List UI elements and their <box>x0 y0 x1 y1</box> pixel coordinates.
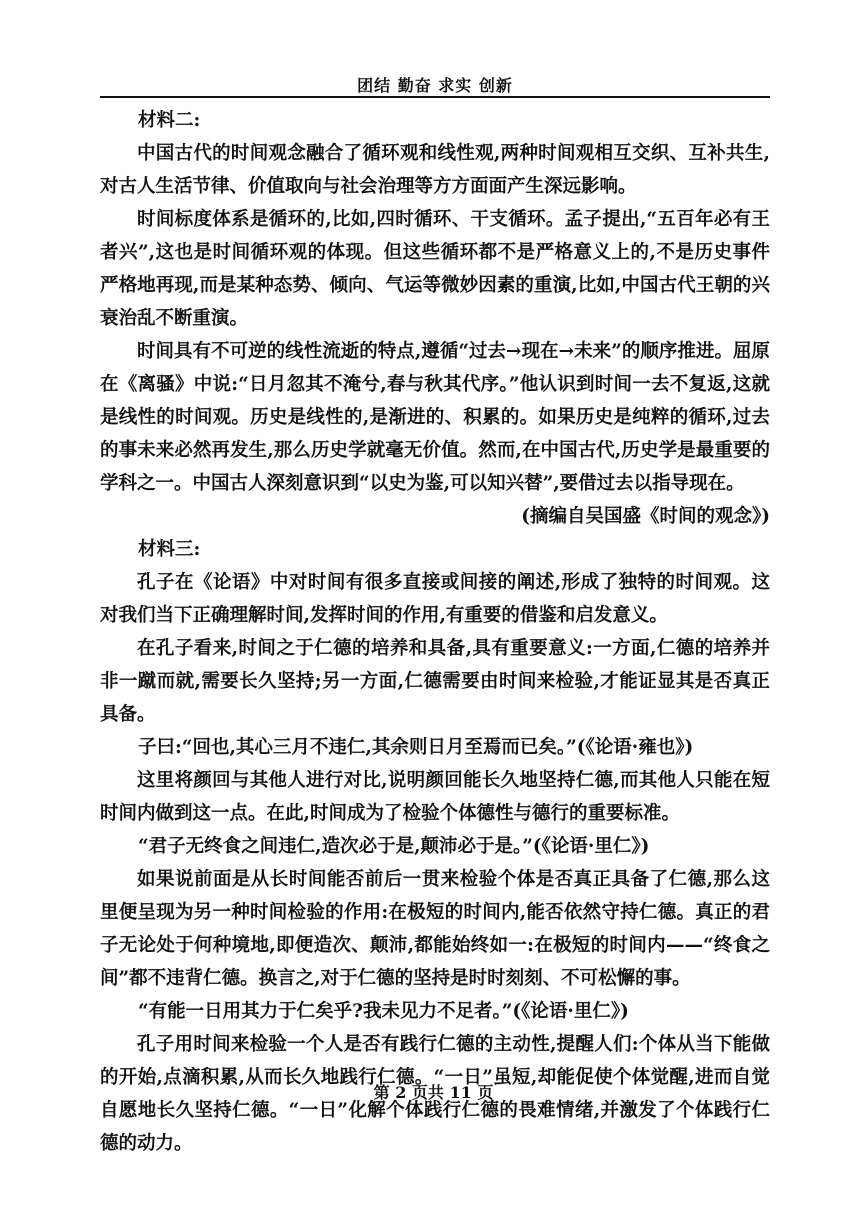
material-2-label: 材料二: <box>138 110 201 131</box>
material-3-paragraph-2: 在孔子看来,时间之于仁德的培养和具备,具有重要意义:一方面,仁德的培养并非一蹴而就,需要长久坚持;另一方面,仁德需要由时间来检验,才能证显其是否真正具备。 <box>100 638 770 725</box>
material-3-quote-3: “有能一日用其力于仁矣乎?我未见力不足者。”(《论语·里仁》) <box>138 1001 629 1022</box>
material-3-paragraph-3: 这里将颜回与其他人进行对比,说明颜回能长久地坚持仁德,而其他人只能在短时间内做到这一点。在此,时间成为了检验个体德性与德行的重要标准。 <box>100 770 770 824</box>
material-3-paragraph-1: 孔子在《论语》中对时间有很多直接或间接的阐述,形成了独特的时间观。这对我们当下正确理解时间,发挥时间的作用,有重要的借鉴和启发意义。 <box>100 572 770 626</box>
material-3-paragraph-5: 孔子用时间来检验一个人是否有践行仁德的主动性,提醒人们:个体从当下能做的开始,点滴积累,从而长久地践行仁德。“一日”虽短,却能促使个体觉醒,进而自觉自愿地长久坚持仁德。“一日”化解个体践行仁德的畏难情绪,并激发了个体践行仁德的动力。 <box>100 1034 770 1154</box>
material-3-quote-1: 子曰:“回也,其心三月不违仁,其余则日月至焉而已矣。”(《论语·雍也》) <box>138 737 694 758</box>
page-header-motto: 团结 勤奋 求实 创新 <box>357 76 513 95</box>
page-number: 第 2 页共 11 页 <box>373 1083 494 1102</box>
material-2-paragraph-2: 时间标度体系是循环的,比如,四时循环、干支循环。孟子提出,“五百年必有王者兴”,这也是时间循环观的体现。但这些循环都不是严格意义上的,不是历史事件严格地再现,而是某种态势、倾向、气运等微妙因素的重演,比如,中国古代王朝的兴衰治乱不断重演。 <box>100 209 770 329</box>
material-2-paragraph-1: 中国古代的时间观念融合了循环观和线性观,两种时间观相互交织、互补共生,对古人生活节律、价值取向与社会治理等方方面面产生深远影响。 <box>100 143 770 197</box>
material-3-paragraph-4: 如果说前面是从长时间能否前后一贯来检验个体是否真正具备了仁德,那么这里便呈现为另一种时间检验的作用:在极短的时间内,能否依然守持仁德。真正的君子无论处于何种境地,即便造次、颠沛,都能始终如一:在极短的时间内——“终食之间”都不违背仁德。换言之,对于仁德的坚持是时时刻刻、不可松懈的事。 <box>100 869 770 989</box>
material-3-label: 材料三: <box>138 539 201 560</box>
material-2-source: (摘编自吴国盛《时间的观念》) <box>521 506 770 527</box>
material-3-quote-2: “君子无终食之间违仁,造次必于是,颠沛必于是。”(《论语·里仁》) <box>138 836 650 857</box>
material-2-paragraph-3: 时间具有不可逆的线性流逝的特点,遵循“过去→现在→未来”的顺序推进。屈原在《离骚》中说:“日月忽其不淹兮,春与秋其代序。”他认识到时间一去不复返,这就是线性的时间观。历史是线性的,是渐进的、积累的。如果历史是纯粹的循环,过去的事未来必然再发生,那么历史学就毫无价值。然而,在中国古代,历史学是最重要的学科之一。中国古人深刻意识到“以史为鉴,可以知兴替”,要借过去以指导现在。 <box>100 341 770 494</box>
header-divider <box>100 96 770 98</box>
document-body <box>100 104 770 1160</box>
